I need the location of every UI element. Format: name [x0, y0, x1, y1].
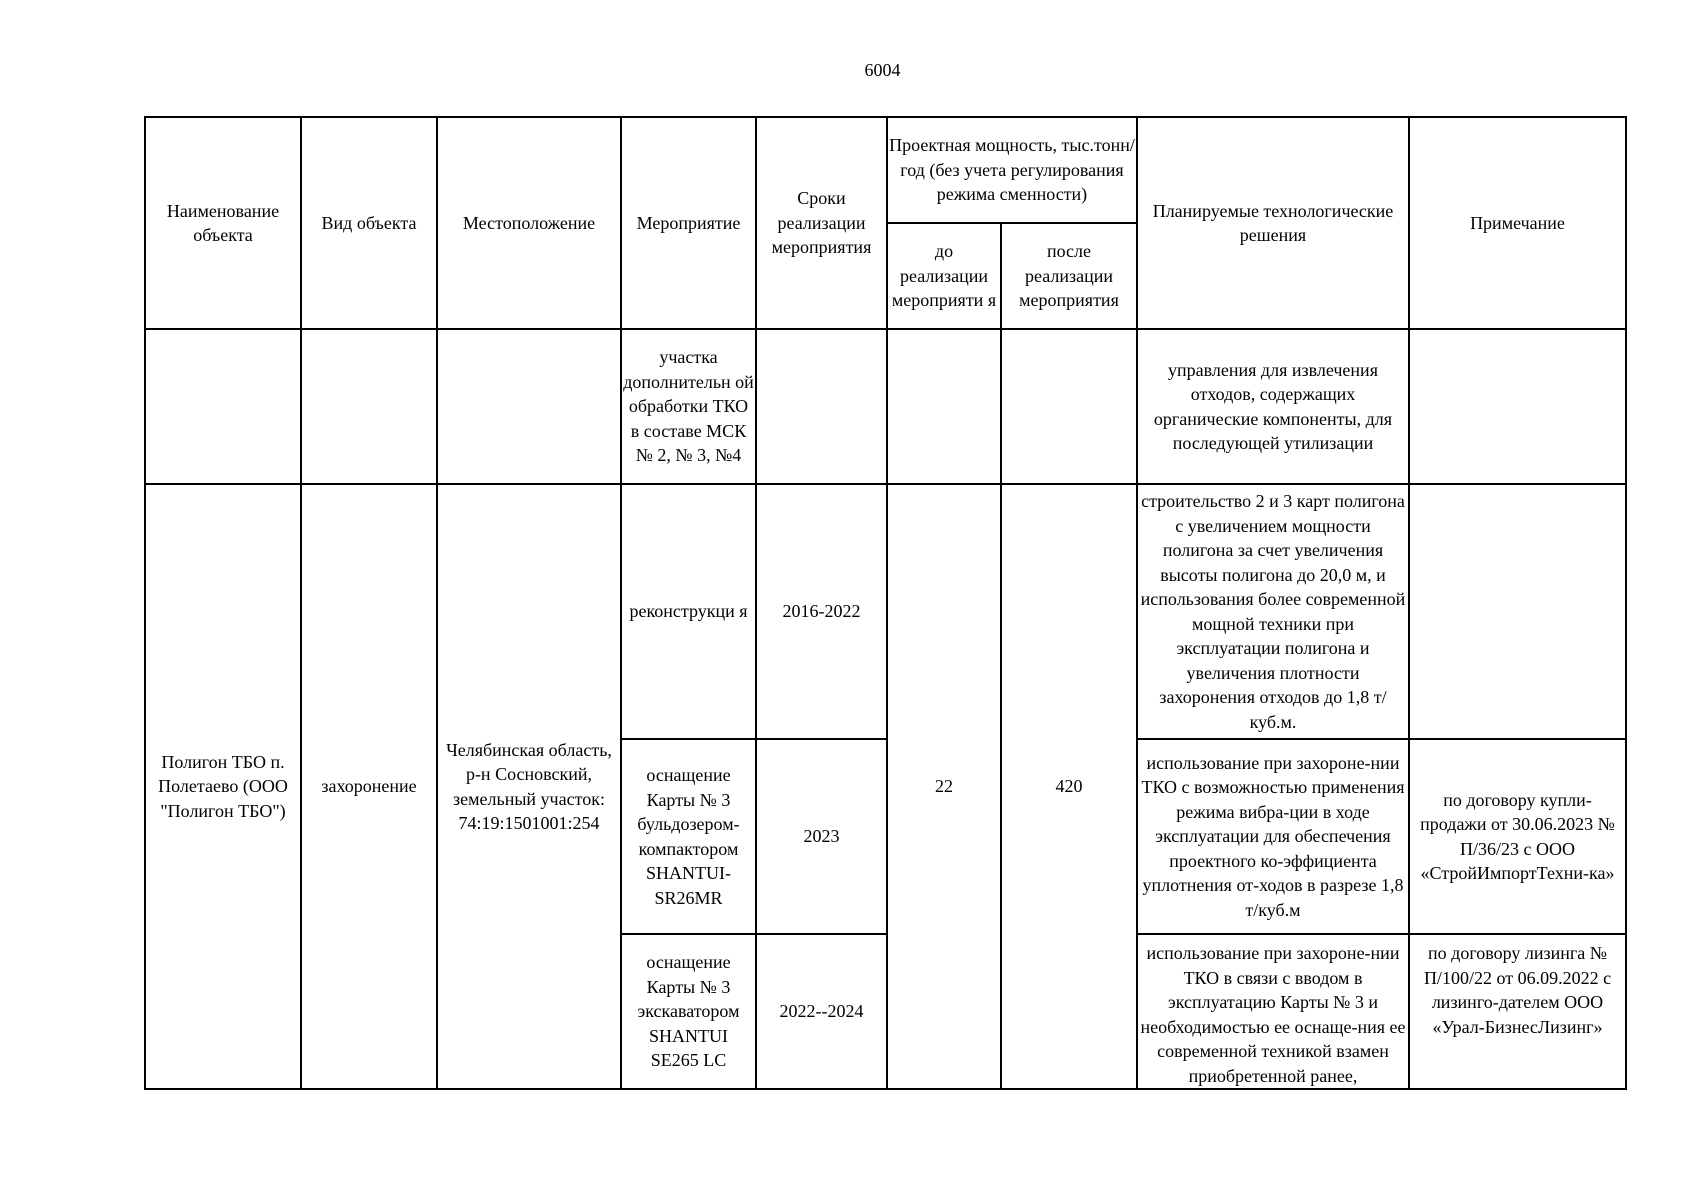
cell-object-name: Полигон ТБО п. Полетаево (ООО "Полигон ТБО") — [145, 484, 301, 1089]
cell-measure: оснащение Карты № 3 экскаватором SHANTUI SE265 LC — [621, 934, 756, 1089]
header-capacity-after: после реализации мероприятия — [1001, 223, 1137, 329]
cell-object-type: захоронение — [301, 484, 437, 1089]
table-row-continuation — [145, 329, 1626, 484]
header-solutions: Планируемые технологические решения — [1137, 117, 1409, 329]
cell-terms: 2023 — [756, 739, 887, 934]
cell-terms: 2016-2022 — [756, 484, 887, 739]
header-capacity-before: до реализации мероприяти я — [887, 223, 1001, 329]
header-type: Вид объекта — [301, 117, 437, 329]
header-row — [145, 117, 1626, 223]
cell-empty — [1001, 329, 1137, 484]
header-measure: Мероприятие — [621, 117, 756, 329]
cell-measure: оснащение Карты № 3 бульдозером-компактором SHANTUI-SR26MR — [621, 739, 756, 934]
header-capacity: Проектная мощность, тыс.тонн/год (без учета регулирования режима сменности) — [887, 117, 1137, 223]
cell-object-location: Челябинская область, р-н Сосновский, земельный участок: 74:19:1501001:254 — [437, 484, 621, 1089]
table-row — [145, 484, 1626, 739]
cell-empty — [301, 329, 437, 484]
cell-empty — [145, 329, 301, 484]
cell-capacity-before: 22 — [887, 484, 1001, 1089]
cell-solutions: управления для извлечения отходов, содержащих органические компоненты, для последующей утилизации — [1137, 329, 1409, 484]
facilities-table — [144, 116, 1627, 1090]
page-number: 6004 — [864, 60, 901, 80]
cell-empty — [1409, 329, 1626, 484]
cell-solutions: использование при захороне-нии ТКО с возможностью применения режима вибра-ции в ходе эксплуатации для обеспечения проектного ко-эффициента уплотнения от-ходов в разрезе 1,8 т/куб.м — [1137, 739, 1409, 934]
cell-measure: реконструкци я — [621, 484, 756, 739]
cell-solutions: использование при захороне-нии ТКО в связи с вводом в эксплуатацию Карты № 3 и необходимостью ее оснаще-ния ее современной техникой взамен приобретенной ранее, — [1137, 934, 1409, 1089]
cell-empty — [756, 329, 887, 484]
header-name: Наименование объекта — [145, 117, 301, 329]
cell-note: по договору купли-продажи от 30.06.2023 № П/36/23 с ООО «СтройИмпортТехни-ка» — [1409, 739, 1626, 934]
cell-empty — [887, 329, 1001, 484]
header-note: Примечание — [1409, 117, 1626, 329]
cell-capacity-after: 420 — [1001, 484, 1137, 1089]
cell-note: по договору лизинга № П/100/22 от 06.09.2022 с лизинго-дателем ООО «Урал-БизнесЛизинг» — [1409, 934, 1626, 1089]
cell-empty — [437, 329, 621, 484]
cell-note — [1409, 484, 1626, 739]
cell-measure: участка дополнительн ой обработки ТКО в составе МСК № 2, № 3, №4 — [621, 329, 756, 484]
header-terms: Сроки реализации мероприятия — [756, 117, 887, 329]
cell-terms: 2022--2024 — [756, 934, 887, 1089]
cell-solutions: строительство 2 и 3 карт полигона с увеличением мощности полигона за счет увеличения высоты полигона до 20,0 м, и использования более современной мощной техники при эксплуатации полигона и увеличения плотности захоронения отходов до 1,8 т/куб.м. — [1137, 484, 1409, 739]
header-location: Местоположение — [437, 117, 621, 329]
